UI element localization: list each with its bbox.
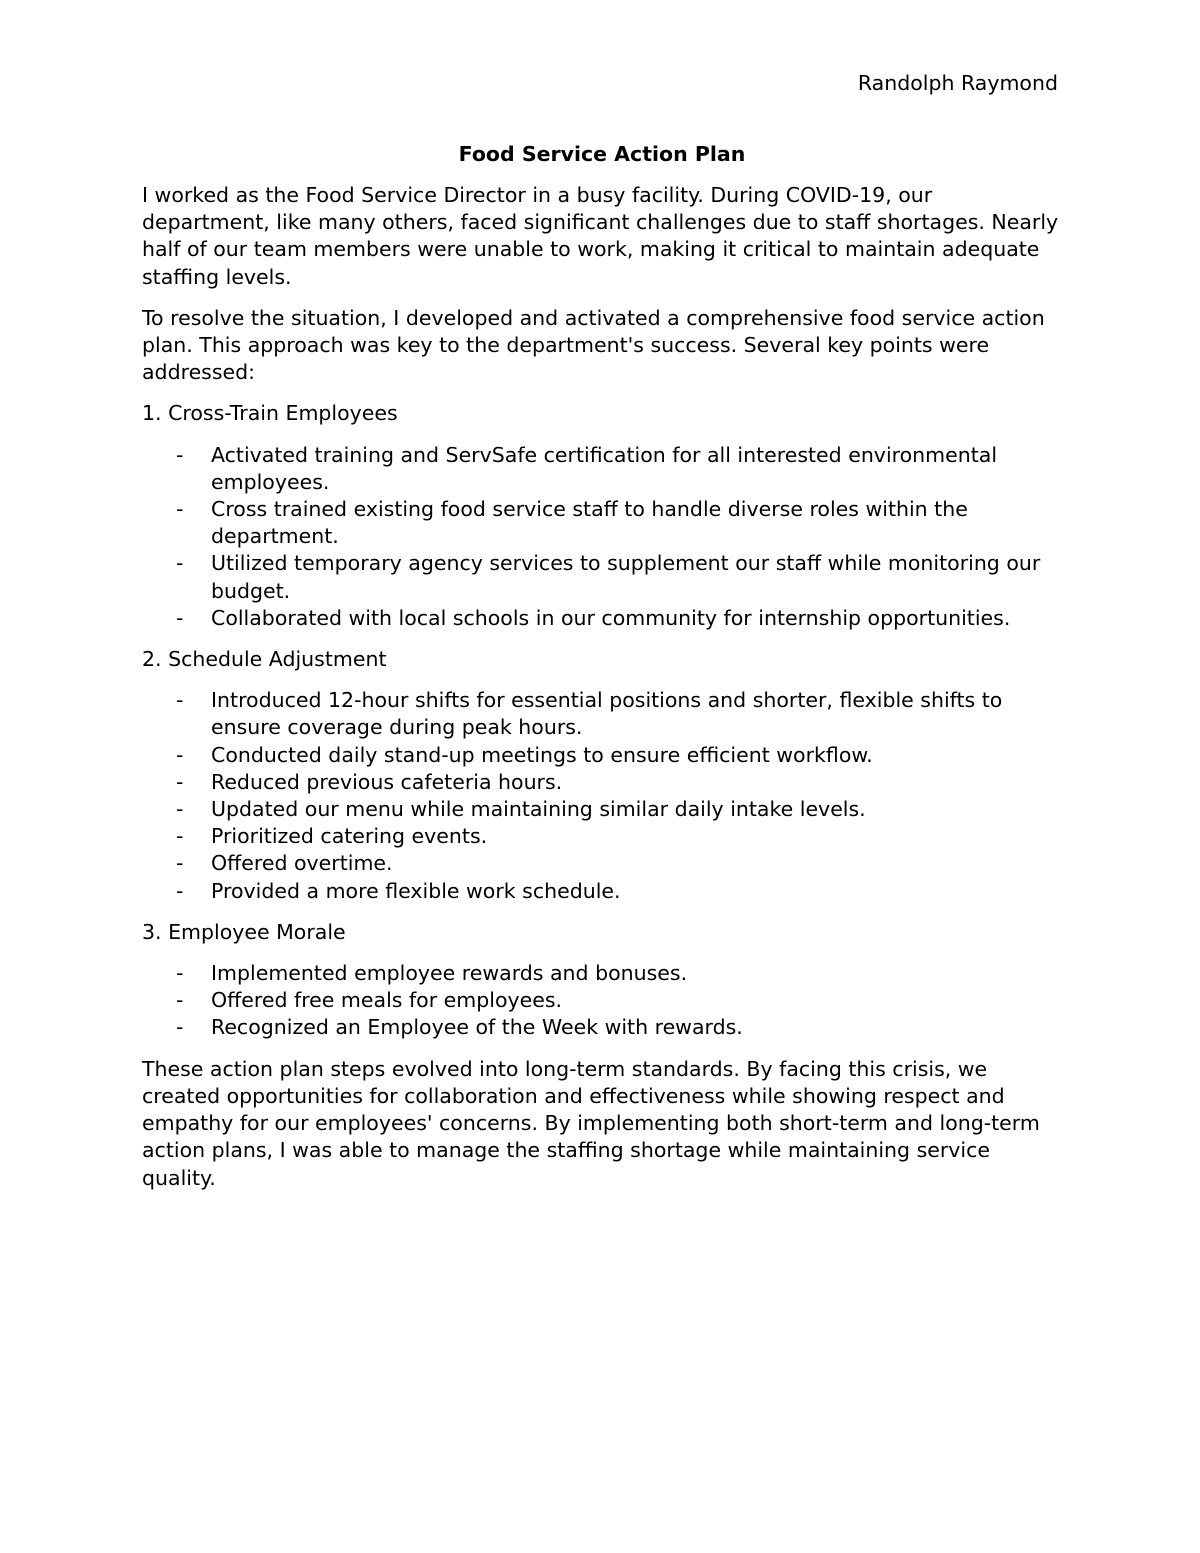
- list-item-text: Utilized temporary agency services to supplement our staff while monitoring our budget.: [211, 551, 1041, 603]
- list-item-text: Offered overtime.: [211, 851, 393, 876]
- dash-marker: -: [176, 497, 184, 522]
- list-item: [142, 742, 1062, 769]
- dash-marker: -: [176, 769, 184, 794]
- dash-marker: -: [176, 605, 184, 630]
- bullet-list: [142, 960, 1062, 1042]
- list-item: [142, 442, 1062, 496]
- list-item: [142, 605, 1062, 632]
- dash-marker: -: [176, 551, 184, 576]
- list-item-text: Activated training and ServSafe certification for all interested environmental employees.: [211, 442, 998, 494]
- dash-marker: -: [176, 851, 184, 876]
- list-item-text: Introduced 12-hour shifts for essential positions and shorter, flexible shifts to ensure coverage during peak hours.: [211, 688, 1003, 740]
- list-item: [142, 960, 1062, 987]
- section-heading: 1. Cross-Train Employees: [142, 401, 398, 426]
- list-item: [142, 687, 1062, 741]
- intro-paragraph: I worked as the Food Service Director in a busy facility. During COVID-19, our department, like many others, faced significant challenges due to staff shortages. Nearly half of our team members were unable to work, making it critical to maintain adequate staffing levels.: [142, 183, 1059, 289]
- list-item-text: Updated our menu while maintaining similar daily intake levels.: [211, 797, 866, 822]
- dash-marker: -: [176, 742, 184, 767]
- list-item-text: Offered free meals for employees.: [211, 988, 563, 1013]
- author-name: Randolph Raymond: [857, 71, 1058, 95]
- dash-marker: -: [176, 797, 184, 822]
- list-item: [142, 769, 1062, 796]
- list-item: [142, 1014, 1062, 1041]
- list-item: [142, 987, 1062, 1014]
- intro-paragraph: To resolve the situation, I developed and activated a comprehensive food service action plan. This approach was key to the department's success. Several key points were addressed:: [142, 305, 1045, 385]
- dash-marker: -: [176, 688, 184, 713]
- list-item: [142, 796, 1062, 823]
- list-item-text: Implemented employee rewards and bonuses.: [211, 961, 688, 986]
- list-item: [142, 550, 1062, 604]
- section-heading: 3. Employee Morale: [142, 919, 346, 944]
- bullet-list: [142, 687, 1062, 905]
- list-item-text: Cross trained existing food service staff to handle diverse roles within the department.: [211, 497, 968, 549]
- list-item: [142, 823, 1062, 850]
- dash-marker: -: [176, 961, 184, 986]
- list-item: [142, 850, 1062, 877]
- dash-marker: -: [176, 878, 184, 903]
- conclusion-paragraph: These action plan steps evolved into long-term standards. By facing this crisis, we created opportunities for collaboration and effectiveness while showing respect and empathy for our employees' concerns. By implementing both short-term and long-term action plans, I was able to manage the staffing shortage while maintaining service quality.: [142, 1056, 1040, 1190]
- dash-marker: -: [176, 1015, 184, 1040]
- document-body: [142, 140, 1062, 1206]
- list-item-text: Prioritized catering events.: [211, 824, 488, 849]
- list-item: [142, 496, 1062, 550]
- dash-marker: -: [176, 824, 184, 849]
- list-item-text: Provided a more flexible work schedule.: [211, 878, 621, 903]
- document-title: Food Service Action Plan: [458, 142, 746, 166]
- list-item-text: Conducted daily stand-up meetings to ensure efficient workflow.: [211, 742, 873, 767]
- bullet-list: [142, 442, 1062, 632]
- dash-marker: -: [176, 988, 184, 1013]
- list-item-text: Reduced previous cafeteria hours.: [211, 769, 563, 794]
- list-item-text: Collaborated with local schools in our community for internship opportunities.: [211, 605, 1011, 630]
- dash-marker: -: [176, 442, 184, 467]
- list-item-text: Recognized an Employee of the Week with rewards.: [211, 1015, 743, 1040]
- section-heading: 2. Schedule Adjustment: [142, 647, 387, 672]
- list-item: [142, 878, 1062, 905]
